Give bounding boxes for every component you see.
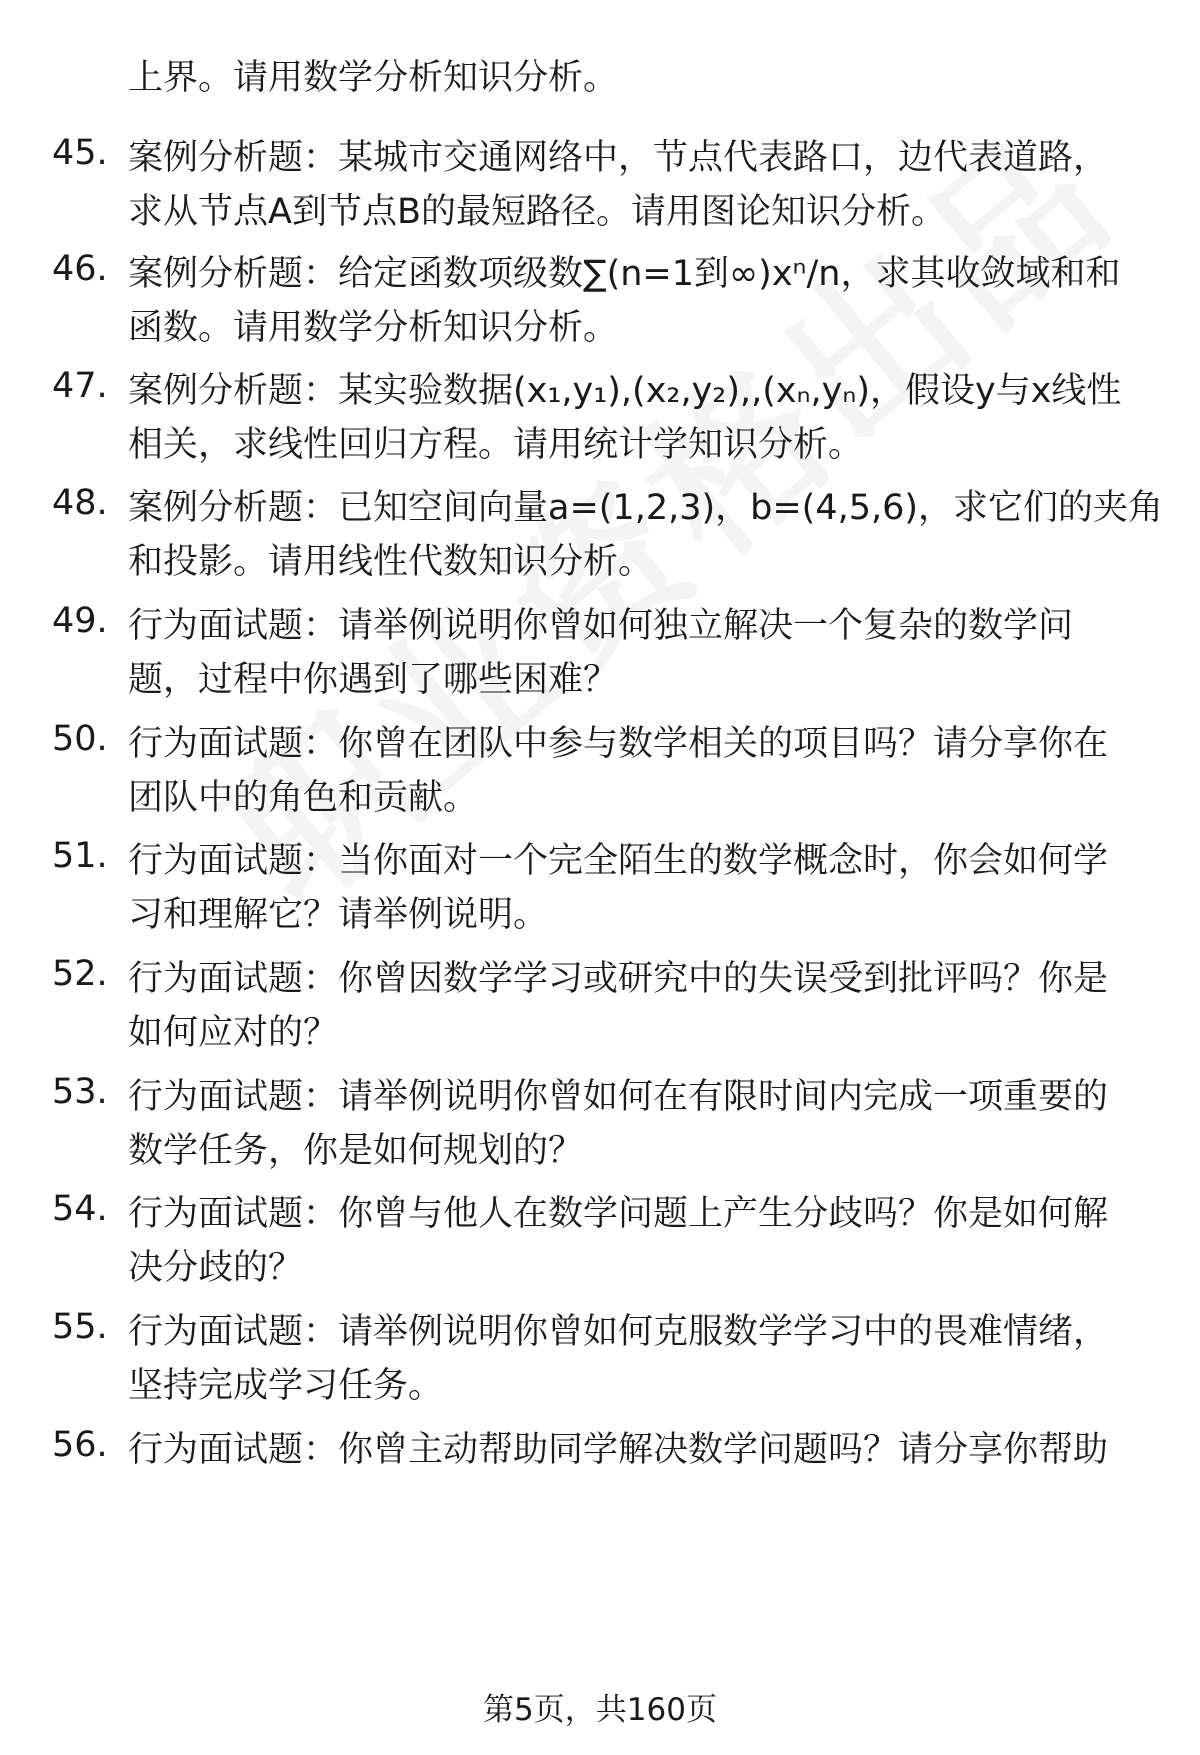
question-number: 49. — [52, 601, 108, 641]
question-text — [128, 1423, 1108, 1477]
question-number: 52. — [52, 954, 108, 994]
question-number: 56. — [52, 1425, 108, 1465]
question-number: 45. — [52, 133, 108, 173]
question-text-line: 案例分析题：给定函数项级数∑(n=1到∞)xⁿ/n，求其收敛域和和 — [128, 254, 1121, 294]
question-number: 54. — [52, 1189, 108, 1229]
question-text-line: 行为面试题：你曾因数学学习或研究中的失误受到批评吗？你是 — [128, 959, 1109, 999]
question-text — [128, 717, 1108, 825]
question-text-line: 数学任务，你是如何规划的？ — [128, 1131, 584, 1171]
question-text — [128, 131, 1108, 239]
question-text-line: 相关，求线性回归方程。请用统计学知识分析。 — [128, 425, 864, 465]
question-text-line: 案例分析题：已知空间向量a=(1,2,3)，b=(4,5,6)，求它们的夹角 — [128, 488, 1164, 528]
question-text — [128, 1070, 1108, 1178]
question-text-line: 行为面试题：当你面对一个完全陌生的数学概念时，你会如何学 — [128, 841, 1109, 881]
continuation-line: 上界。请用数学分析知识分析。 — [128, 58, 619, 98]
question-text-line: 行为面试题：你曾与他人在数学问题上产生分歧吗？你是如何解 — [128, 1194, 1109, 1234]
question-text-line: 行为面试题：请举例说明你曾如何独立解决一个复杂的数学问 — [128, 606, 1074, 646]
question-text — [128, 952, 1108, 1060]
question-text-line: 如何应对的？ — [128, 1013, 339, 1053]
question-text — [128, 834, 1108, 942]
question-number: 50. — [52, 719, 108, 759]
question-text-line: 行为面试题：请举例说明你曾如何克服数学学习中的畏难情绪， — [128, 1312, 1109, 1352]
question-text — [128, 247, 1120, 355]
question-text-line: 题，过程中你遇到了哪些困难？ — [128, 660, 619, 700]
question-text — [128, 364, 1121, 472]
question-text — [128, 1187, 1108, 1295]
question-text-line: 案例分析题：某城市交通网络中，节点代表路口，边代表道路， — [128, 138, 1109, 178]
question-text-line: 团队中的角色和贡献。 — [128, 778, 479, 818]
question-number: 47. — [52, 366, 108, 406]
question-text-line: 和投影。请用线性代数知识分析。 — [128, 542, 654, 582]
question-text-line: 行为面试题：你曾主动帮助同学解决数学问题吗？请分享你帮助 — [128, 1430, 1109, 1470]
question-number: 46. — [52, 249, 108, 289]
question-text-line: 案例分析题：某实验数据(x₁,y₁),(x₂,y₂),,(xₙ,yₙ)，假设y与x线性 — [128, 371, 1122, 411]
question-number: 48. — [52, 483, 108, 523]
question-text — [128, 599, 1073, 707]
question-text-line: 行为面试题：你曾在团队中参与数学相关的项目吗？请分享你在 — [128, 724, 1109, 764]
question-number: 53. — [52, 1072, 108, 1112]
question-text-line: 决分歧的？ — [128, 1248, 304, 1288]
question-text-line: 求从节点A到节点B的最短路径。请用图论知识分析。 — [128, 192, 946, 232]
question-text — [128, 481, 1163, 589]
question-text — [128, 1305, 1108, 1413]
question-number: 51. — [52, 836, 108, 876]
question-number: 55. — [52, 1307, 108, 1347]
page-footer: 第5页，共160页 — [483, 1692, 717, 1728]
question-text-line: 函数。请用数学分析知识分析。 — [128, 308, 619, 348]
question-text-line: 行为面试题：请举例说明你曾如何在有限时间内完成一项重要的 — [128, 1077, 1109, 1117]
question-text-line: 坚持完成学习任务。 — [128, 1366, 444, 1406]
question-text-line: 习和理解它？请举例说明。 — [128, 895, 549, 935]
